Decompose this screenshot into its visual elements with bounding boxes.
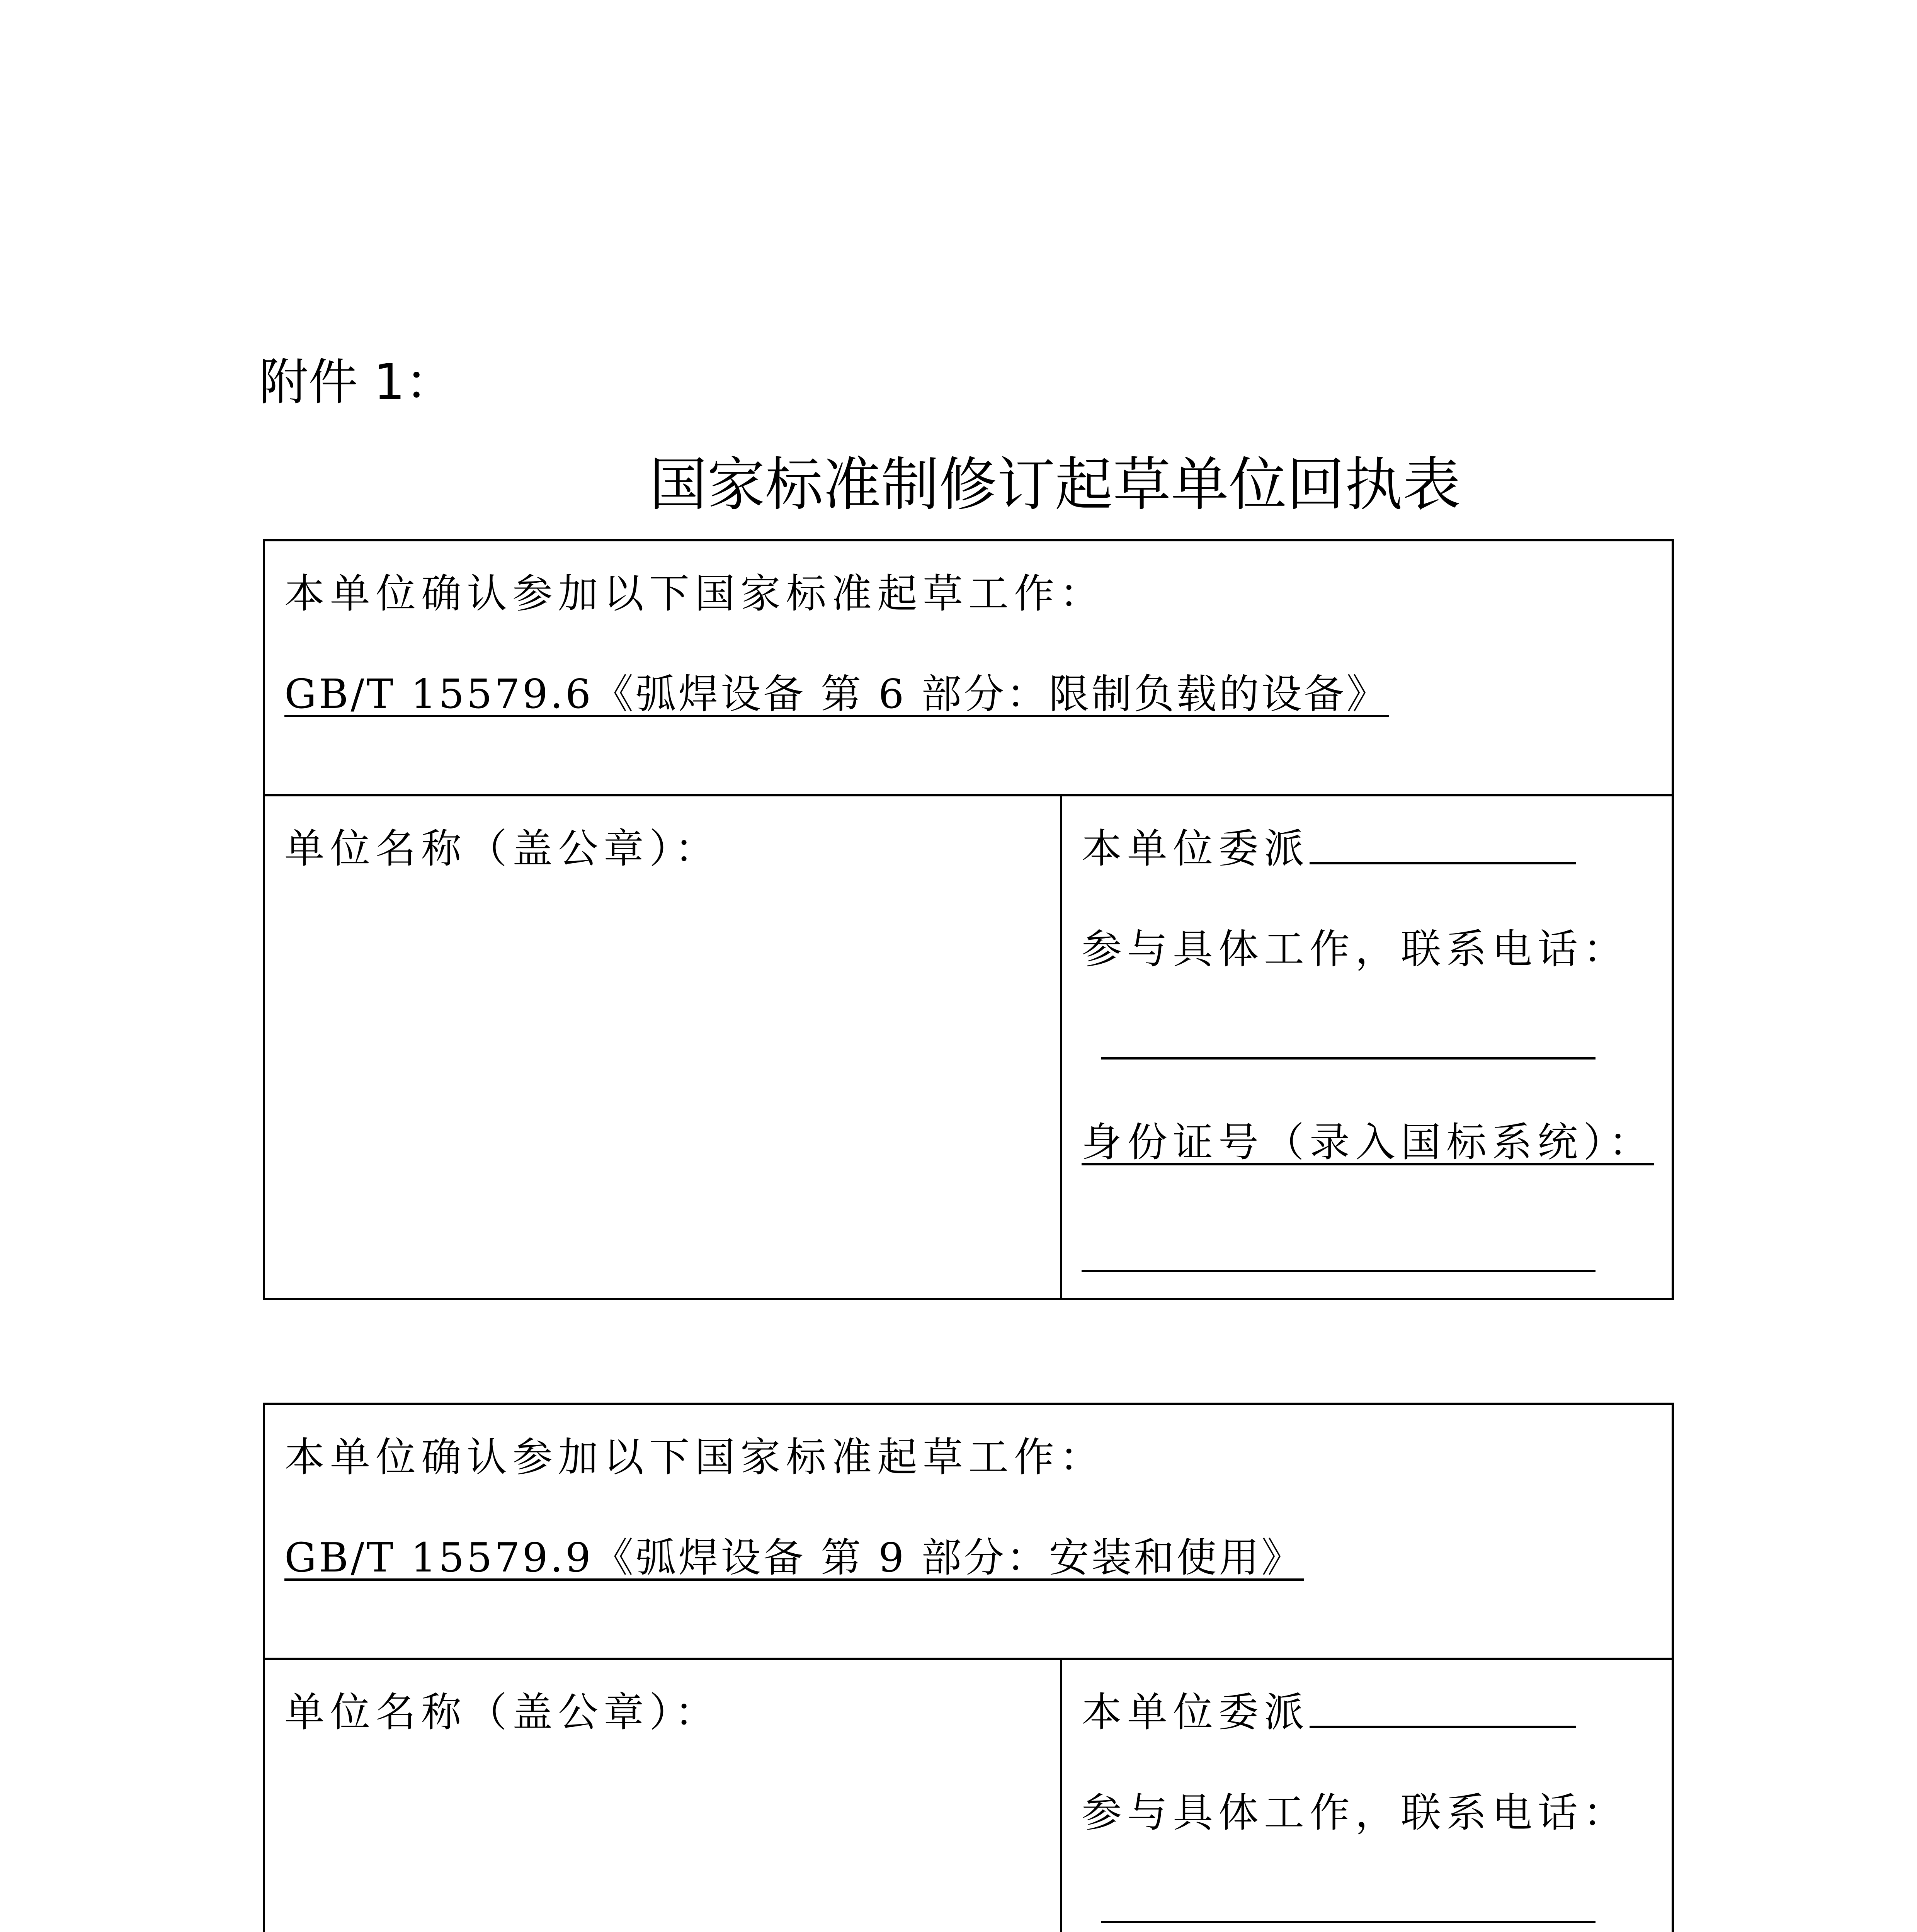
unit-name-label: 单位名称（盖公章）： <box>284 1689 721 1736</box>
confirm-text: 本单位确认参加以下国家标准起草工作： <box>284 1434 1106 1481</box>
delegate-label: 本单位委派 <box>1082 825 1310 872</box>
contact-label: 参与具体工作，联系电话： <box>1082 925 1629 973</box>
attachment-label: 附件 1： <box>259 354 455 411</box>
delegate-cell <box>1062 796 1672 1298</box>
delegate-label: 本单位委派 <box>1082 1689 1310 1736</box>
page-title: 国家标准制修订起草单位回执表 <box>649 451 1461 519</box>
delegate-name-field[interactable] <box>1310 1687 1576 1728</box>
receipt-form-2 <box>263 1403 1674 1932</box>
unit-name-cell[interactable] <box>265 1660 1062 1932</box>
phone-field[interactable] <box>1101 1921 1596 1923</box>
confirm-text: 本单位确认参加以下国家标准起草工作： <box>284 570 1106 617</box>
phone-field[interactable] <box>1101 1057 1596 1060</box>
delegate-name-field[interactable] <box>1310 823 1576 864</box>
delegate-cell <box>1062 1660 1672 1932</box>
receipt-form-1 <box>263 539 1674 1300</box>
id-number-field[interactable] <box>1082 1270 1596 1272</box>
standard-title: GB/T 15579.9《弧焊设备 第 9 部分：安装和使用》 <box>284 1534 1304 1581</box>
contact-label: 参与具体工作，联系电话： <box>1082 1789 1629 1836</box>
standard-section <box>265 541 1672 796</box>
unit-name-cell[interactable] <box>265 796 1062 1298</box>
id-label: 身份证号（录入国标系统）： <box>1082 1119 1655 1166</box>
standard-section <box>265 1405 1672 1660</box>
unit-name-label: 单位名称（盖公章）： <box>284 825 721 872</box>
standard-title: GB/T 15579.6《弧焊设备 第 6 部分：限制负载的设备》 <box>284 670 1389 718</box>
delegate-row <box>1082 1687 1576 1737</box>
delegate-row <box>1082 823 1576 874</box>
